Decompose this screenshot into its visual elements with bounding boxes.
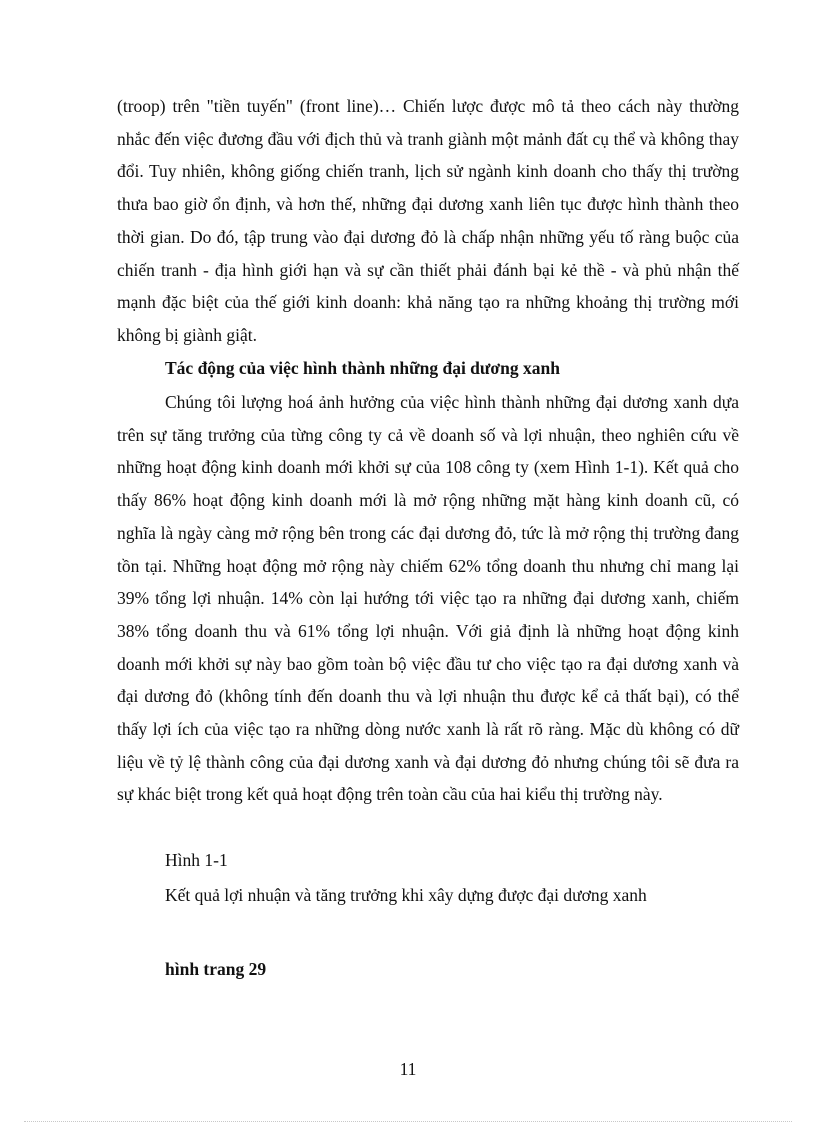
body-text-top bbox=[117, 90, 739, 352]
section-heading: Tác động của việc hình thành những đại dương xanh bbox=[165, 358, 560, 378]
paragraph-continuation: (troop) trên "tiền tuyến" (front line)… Chiến lược được mô tả theo cách này thường nhắc đến việc đương đầu với địch thủ và tranh giành một mảnh đất cụ thể và không thay đổi. Tuy nhiên, không giống chiến tranh, lịch sử ngành kinh doanh cho thấy thị trường thưa bao giờ ổn định, và hơn thế, những đại dương xanh liên tục được hình thành theo thời gian. Do đó, tập trung vào đại dương đỏ là chấp nhận những yếu tố ràng buộc của chiến tranh - địa hình giới hạn và sự cần thiết phải đánh bại kẻ thề - và phủ nhận thế mạnh đặc biệt của thế giới kinh doanh: khả năng tạo ra những khoảng thị trường mới không bị giành giật. bbox=[117, 96, 739, 345]
figure-label: Hình 1-1 bbox=[165, 850, 228, 870]
figure-caption: Kết quả lợi nhuận và tăng trưởng khi xây dựng được đại dương xanh bbox=[165, 885, 647, 905]
body-text-main bbox=[117, 386, 739, 811]
paragraph-blue-ocean-impact: Chúng tôi lượng hoá ảnh hưởng của việc hình thành những đại dương xanh dựa trên sự tăng trưởng của từng công ty cả về doanh số và lợi nhuận, theo nghiên cứu về những hoạt động kinh doanh mới khởi sự của 108 công ty (xem Hình 1-1). Kết quả cho thấy 86% hoạt động kinh doanh mới là mở rộng những mặt hàng kinh doanh cũ, có nghĩa là ngày càng mở rộng bên trong các đại dương đỏ, tức là mở rộng thị trường đang tồn tại. Những hoạt động mở rộng này chiếm 62% tổng doanh thu nhưng chỉ mang lại 39% tổng lợi nhuận. 14% còn lại hướng tới việc tạo ra những đại dương xanh, chiếm 38% tổng doanh thu và 61% tổng lợi nhuận. Với giả định là những hoạt động kinh doanh mới khởi sự này bao gồm toàn bộ việc đầu tư cho việc tạo ra đại dương xanh và đại dương đỏ (không tính đến doanh thu và lợi nhuận thu được kể cả thất bại), có thể thấy lợi ích của việc tạo ra những dòng nước xanh là rất rõ ràng. Mặc dù không có dữ liệu về tỷ lệ thành công của đại dương xanh và đại dương đỏ nhưng chúng tôi sẽ đưa ra sự khác biệt trong kết quả hoạt động trên toàn cầu của hai kiểu thị trường này. bbox=[117, 392, 739, 805]
figure-placeholder: hình trang 29 bbox=[165, 959, 267, 979]
page-bottom-divider bbox=[24, 1121, 792, 1122]
page-number: 11 bbox=[399, 1059, 417, 1079]
